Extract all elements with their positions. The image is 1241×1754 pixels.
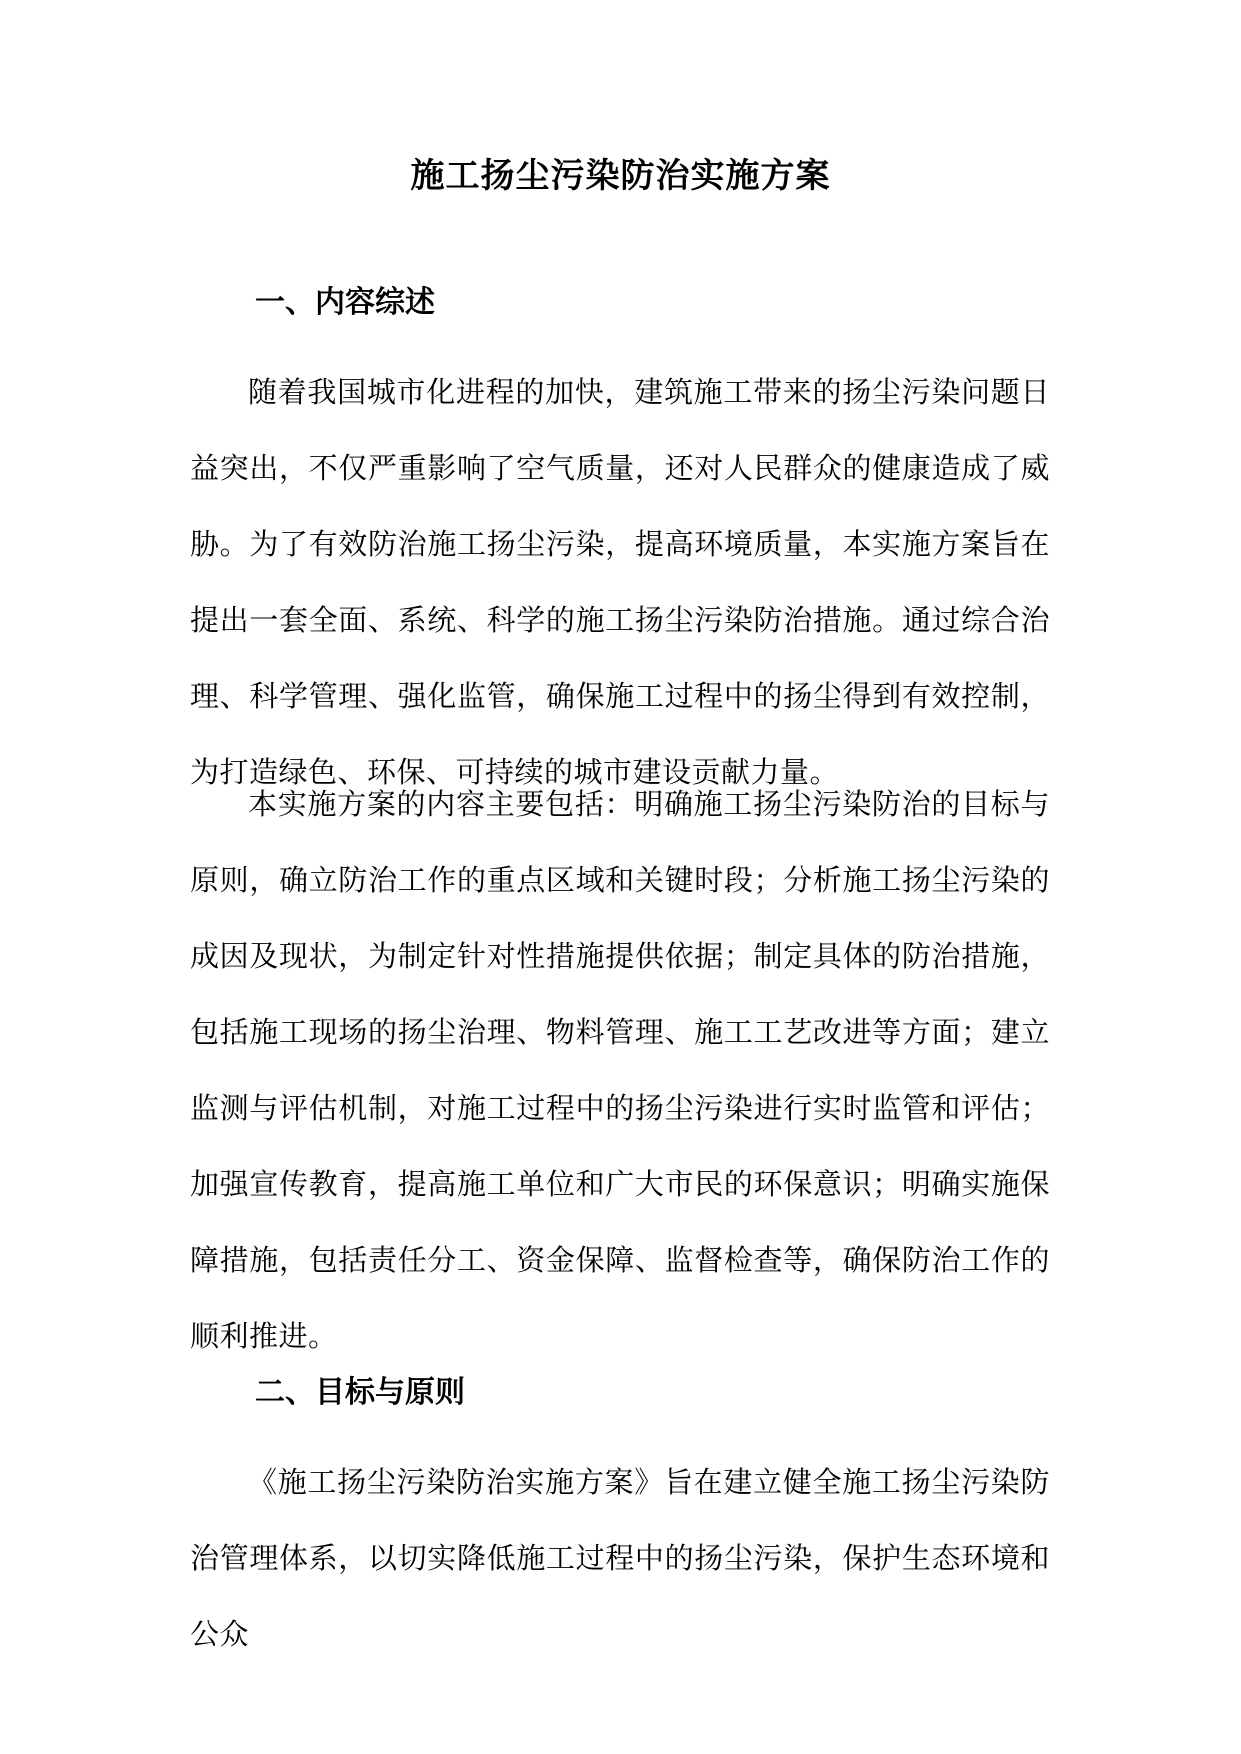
paragraph: 《施工扬尘污染防治实施方案》旨在建立健全施工扬尘污染防治管理体系，以切实降低施工过程中的扬尘污染，保护生态环境和公众	[190, 1465, 1050, 1651]
paragraph: 本实施方案的内容主要包括：明确施工扬尘污染防治的目标与原则，确立防治工作的重点区域和关键时段；分析施工扬尘污染的成因及现状，为制定针对性措施提供依据；制定具体的防治措施，包括施工现场的扬尘治理、物料管理、施工工艺改进等方面；建立监测与评估机制，对施工过程中的扬尘污染进行实时监管和评估；加强宣传教育，提高施工单位和广大市民的环保意识；明确实施保障措施，包括责任分工、资金保障、监督检查等，确保防治工作的顺利推进。	[190, 787, 1050, 1353]
section-heading-overview: 一、内容综述	[255, 285, 435, 320]
section-heading-goals: 二、目标与原则	[255, 1375, 465, 1410]
document-title: 施工扬尘污染防治实施方案	[410, 156, 831, 196]
paragraph: 随着我国城市化进程的加快，建筑施工带来的扬尘污染问题日益突出，不仅严重影响了空气质量，还对人民群众的健康造成了威胁。为了有效防治施工扬尘污染，提高环境质量，本实施方案旨在提出一套全面、系统、科学的施工扬尘污染防治措施。通过综合治理、科学管理、强化监管，确保施工过程中的扬尘得到有效控制，为打造绿色、环保、可持续的城市建设贡献力量。	[190, 375, 1050, 789]
